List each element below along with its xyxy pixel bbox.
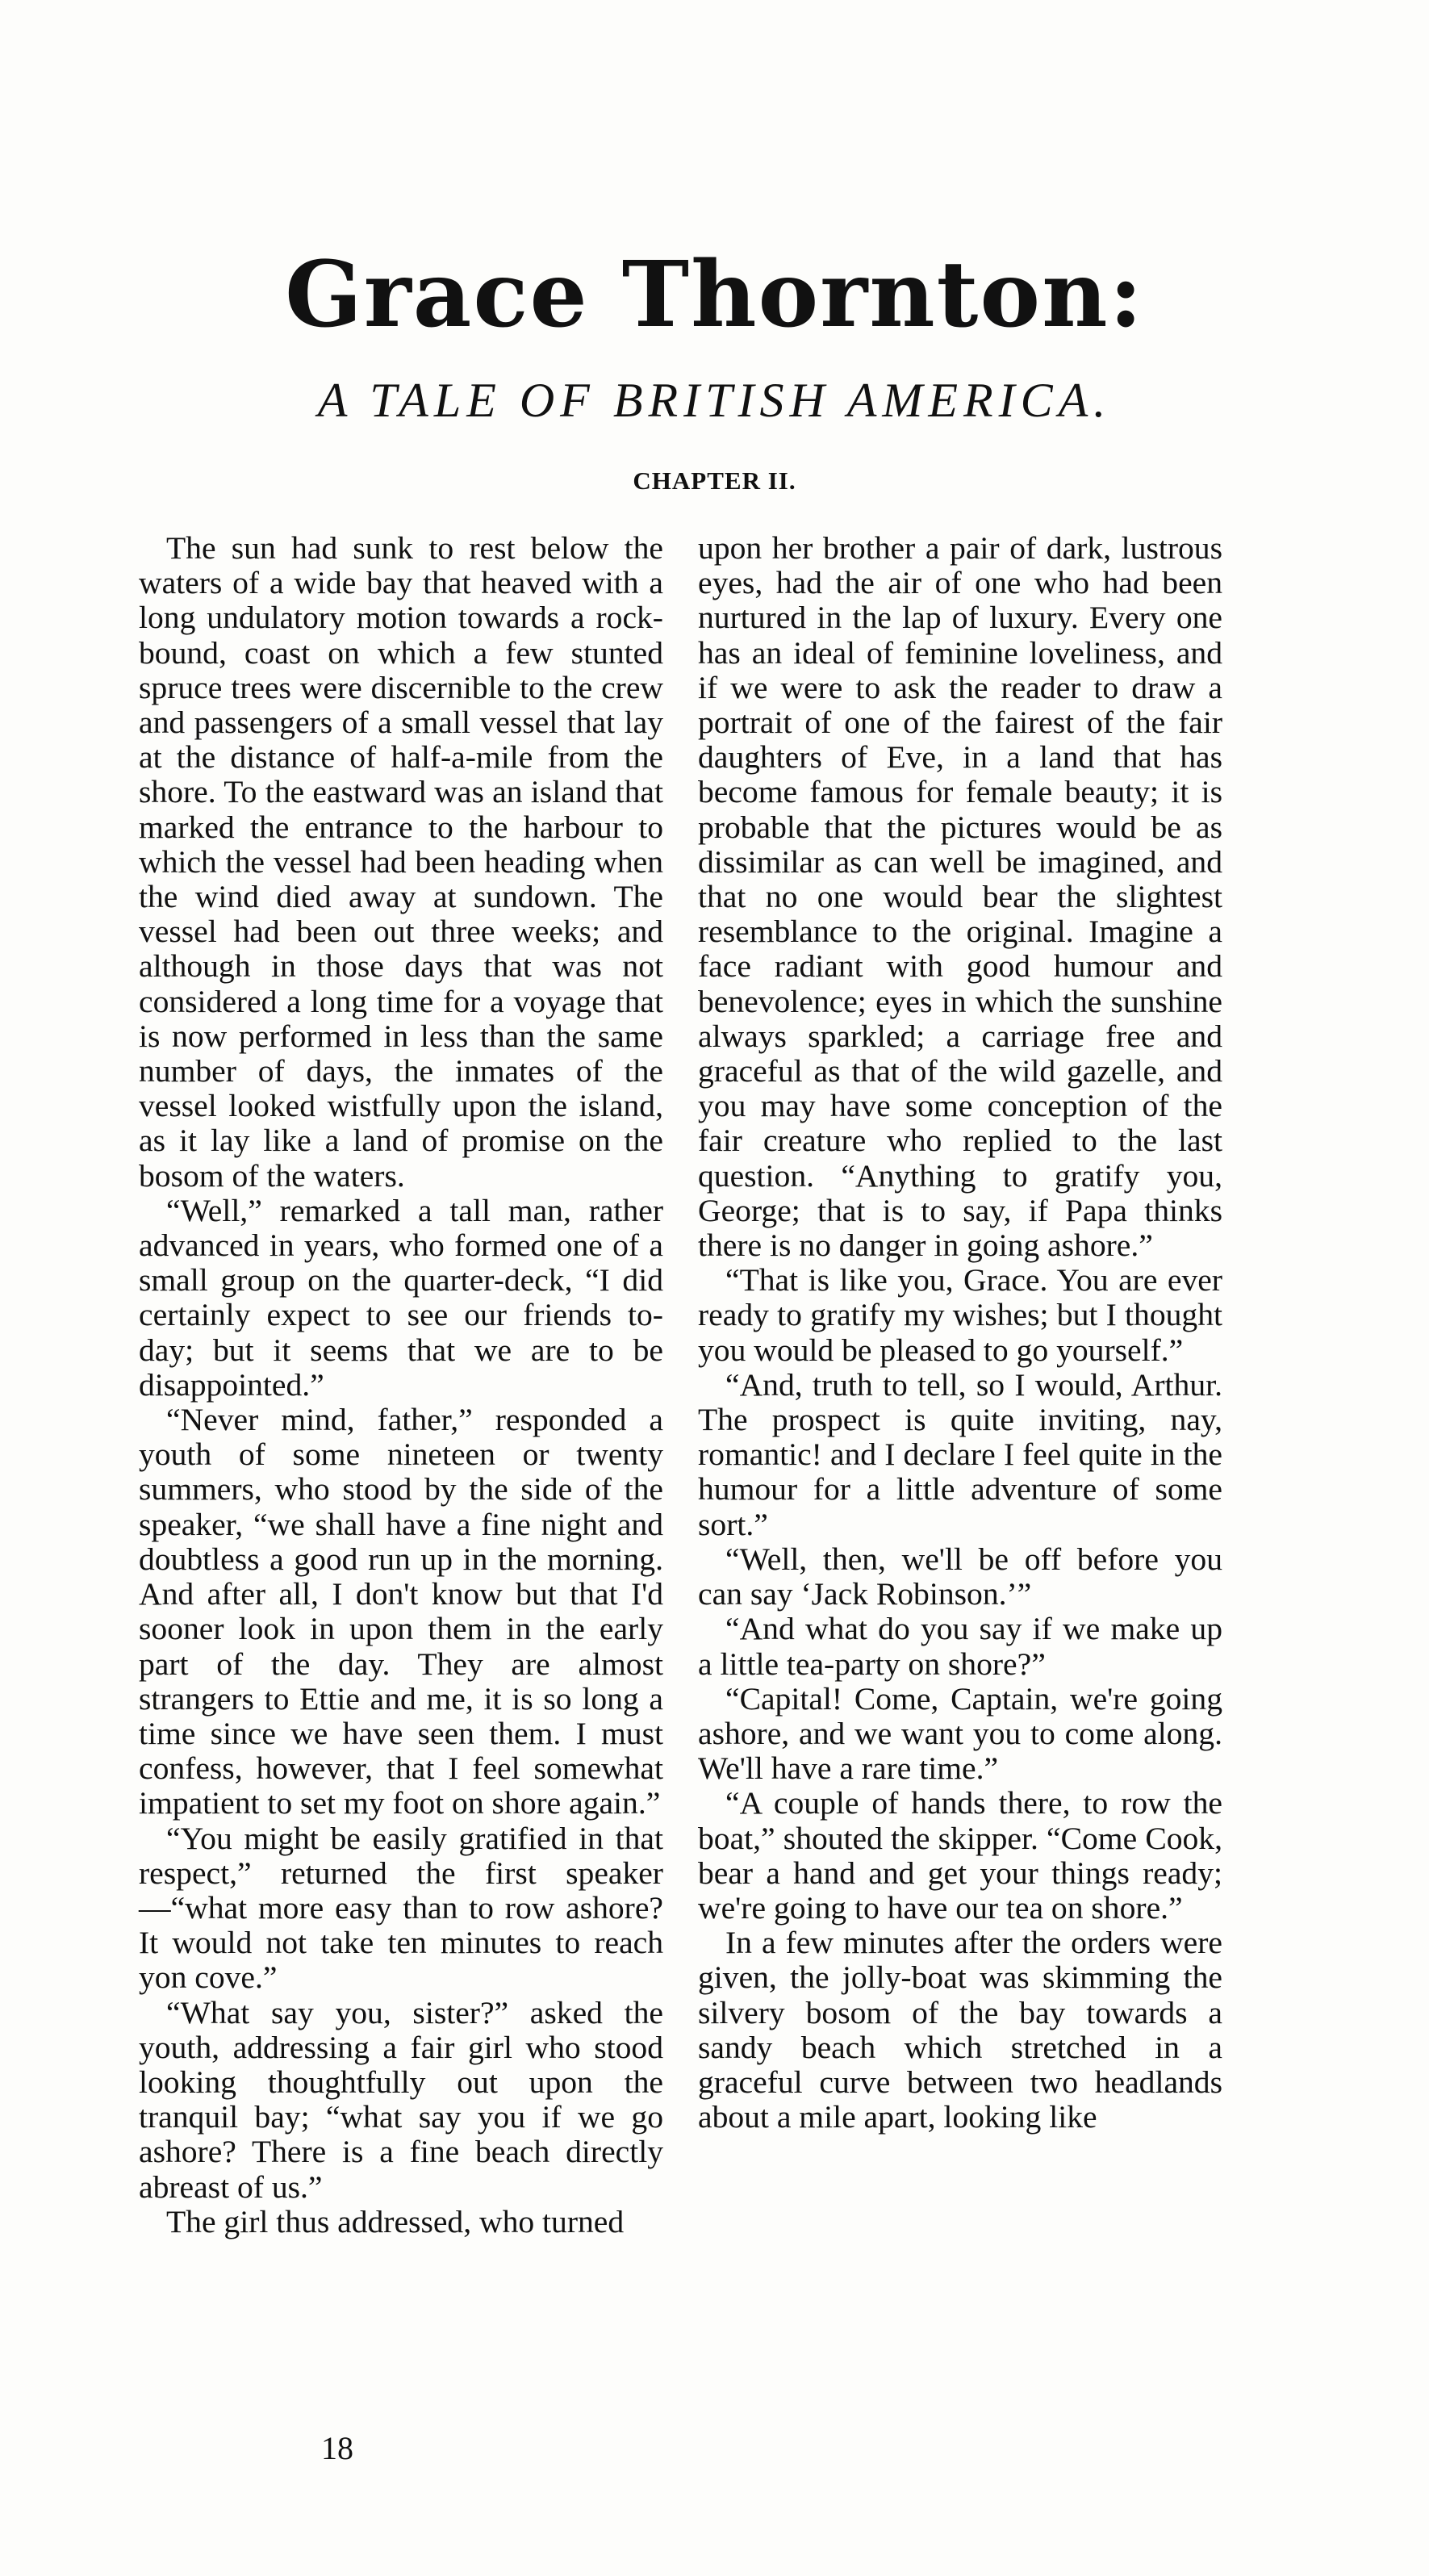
paragraph: “Never mind, father,” responded a youth of some nineteen or twenty summers, who stood by the side of the speaker, “we shall have a fine night and doubtless a good run up in the morning. And after all, I don't know but that I'd sooner look in upon them in the early part of the day. They are almost strangers to Ettie and me, it is so long a time since we have seen them. I must confess, however, that I feel somewhat impatient to set my foot on shore again.” <box>139 1402 663 1821</box>
left-text-column <box>139 531 663 2239</box>
paragraph: “Well,” remarked a tall man, rather advanced in years, who formed one of a small group on the quarter-deck, “I did certainly expect to see our friends to-day; but it seems that we are to be disappointed.” <box>139 1192 663 1403</box>
page-title: Grace Thornton: <box>285 242 1144 348</box>
paragraph: “Capital! Come, Captain, we're going ashore, and we want you to come along. We'll have a rare time.” <box>698 1680 1222 1787</box>
paragraph: “And what do you say if we make up a little tea-party on shore?” <box>698 1611 1222 1682</box>
right-text-column <box>698 531 1222 2135</box>
page-subtitle: A TALE OF BRITISH AMERICA. <box>317 374 1112 427</box>
paragraph: “A couple of hands there, to row the boat,” shouted the skipper. “Come Cook, bear a hand and get your things ready; we're going to have our tea on shore.” <box>698 1785 1222 1926</box>
paragraph: upon her brother a pair of dark, lustrous eyes, had the air of one who had been nurtured in the lap of luxury. Every one has an ideal of feminine loveliness, and if we were to ask the reader to draw a portrait of one of the fairest of the fair daughters of Eve, in a land that has become famous for female beauty; it is probable that the pictures would be as dissimilar as can well be imagined, and that no one would bear the slightest resemblance to the original. Imagine a face radiant with good humour and benevolence; eyes in which the sunshine always sparkled; a carriage free and graceful as that of the wild gazelle, and you may have some conception of the fair creature who replied to the last question. “Anything to gratify you, George; that is to say, if Papa thinks there is no danger in going ashore.” <box>698 530 1222 1264</box>
paragraph: “You might be easily gratified in that respect,” returned the first speaker —“what more easy than to row ashore? It would not take ten minutes to reach yon cove.” <box>139 1820 663 1996</box>
paragraph: The sun had sunk to rest below the waters of a wide bay that heaved with a long undulatory motion towards a rock-bound, coast on which a few stunted spruce trees were discernible to the crew and passengers of a small vessel that lay at the distance of half-a-mile from the shore. To the eastward was an island that marked the entrance to the harbour to which the vessel had been heading when the wind died away at sundown. The vessel had been out three weeks; and although in those days that was not considered a long time for a voyage that is now performed in less than the same number of days, the inmates of the vessel looked wistfully upon the island, as it lay like a land of promise on the bosom of the waters. <box>139 530 663 1194</box>
chapter-heading: CHAPTER II. <box>633 466 796 495</box>
page-number: 18 <box>321 2430 353 2466</box>
paragraph: “What say you, sister?” asked the youth, addressing a fair girl who stood looking thoughtfully out upon the tranquil bay; “what say you if we go ashore? There is a fine beach directly abreast of us.” <box>139 1994 663 2205</box>
paragraph: In a few minutes after the orders were given, the jolly-boat was skimming the silvery bosom of the bay towards a sandy beach which stretched in a graceful curve between two headlands about a mile apart, looking like <box>698 1925 1222 2135</box>
paragraph: “Well, then, we'll be off before you can say ‘Jack Robinson.’” <box>698 1541 1222 1612</box>
paragraph: “And, truth to tell, so I would, Arthur. The prospect is quite inviting, nay, romantic! and I declare I feel quite in the humour for a little adventure of some sort.” <box>698 1366 1222 1542</box>
paragraph: The girl thus addressed, who turned <box>166 2203 625 2239</box>
paragraph: “That is like you, Grace. You are ever ready to gratify my wishes; but I thought you would be pleased to go yourself.” <box>698 1262 1222 1368</box>
